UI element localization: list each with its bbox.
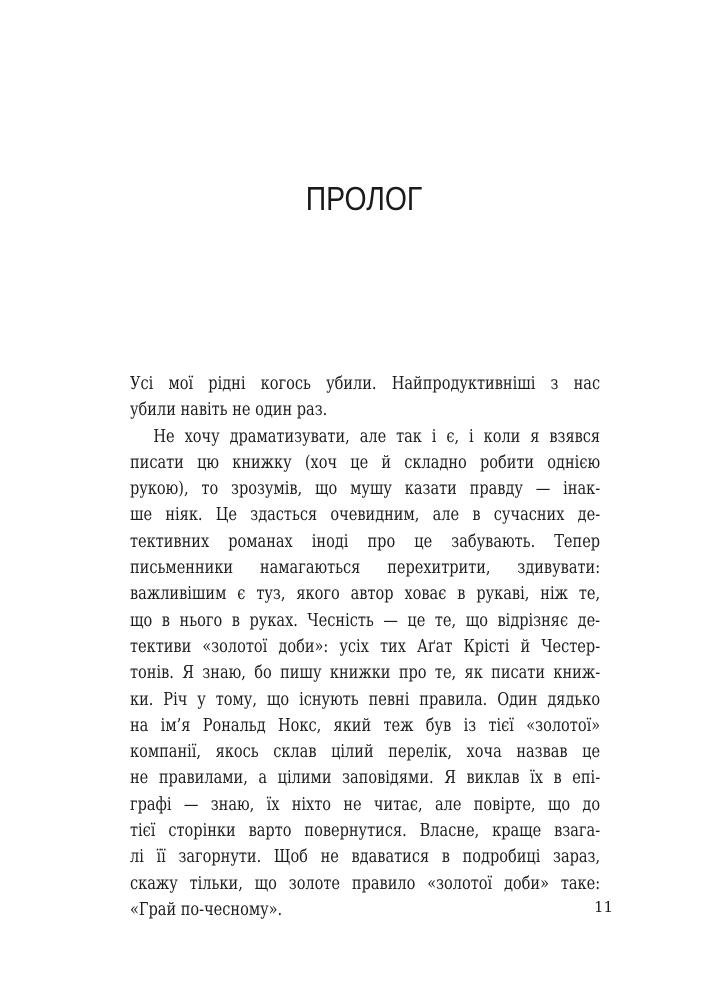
text-line: компанії, якось склав цілий перелік, хоча назвав це <box>130 742 601 763</box>
text-line: лі її загорнути. Щоб не вдаватися в подробиці зараз, <box>130 847 601 868</box>
text-line: рукою), то зрозумів, що мушу казати правду — інак- <box>130 479 601 500</box>
text-line: «Грай по-чесному». <box>130 899 283 920</box>
text-line: графі — знаю, їх ніхто не читає, але повірте, що до <box>130 794 601 815</box>
text-line: що в нього в руках. Чесність — це те, що відрізняє де- <box>130 610 601 631</box>
text-line: тективи «золотої доби»: усіх тих Аґат Крісті й Честер- <box>130 636 601 657</box>
text-line: Усі мої рідні когось убили. Найпродуктивніші з нас <box>130 374 601 394</box>
body-text <box>130 371 600 923</box>
text-line: письменники намагаються перехитрити, здивувати: <box>130 558 601 579</box>
page-number: 11 <box>594 898 614 916</box>
text-line: Не хочу драматизувати, але так і є, і коли я взявся <box>153 426 601 447</box>
text-line: писати цю книжку (хоч це й складно робити однією <box>130 452 601 473</box>
chapter-title: ПРОЛОГ <box>305 180 423 217</box>
text-line: на ім’я Рональд Нокс, який теж був із тієї «золотої» <box>130 715 601 736</box>
text-line: скажу тільки, що золоте правило «золотої доби» таке: <box>130 873 601 894</box>
text-line: не правилами, а цілими заповідями. Я виклав їх в епі- <box>130 768 601 789</box>
text-line: тієї сторінки варто повернутися. Власне, краще взага- <box>130 821 601 842</box>
text-line: важливішим є туз, якого автор ховає в рукаві, ніж те, <box>130 584 601 605</box>
text-line: тонів. Я знаю, бо пишу книжки про те, як писати книж- <box>130 663 601 684</box>
text-line: тективних романах іноді про це забувають. Тепер <box>130 531 601 552</box>
text-line: ки. Річ у тому, що існують певні правила. Один дядько <box>130 689 601 710</box>
text-line: ше ніяк. Це здасться очевидним, але в сучасних де- <box>130 505 601 526</box>
text-line: убили навіть не один раз. <box>130 400 328 421</box>
